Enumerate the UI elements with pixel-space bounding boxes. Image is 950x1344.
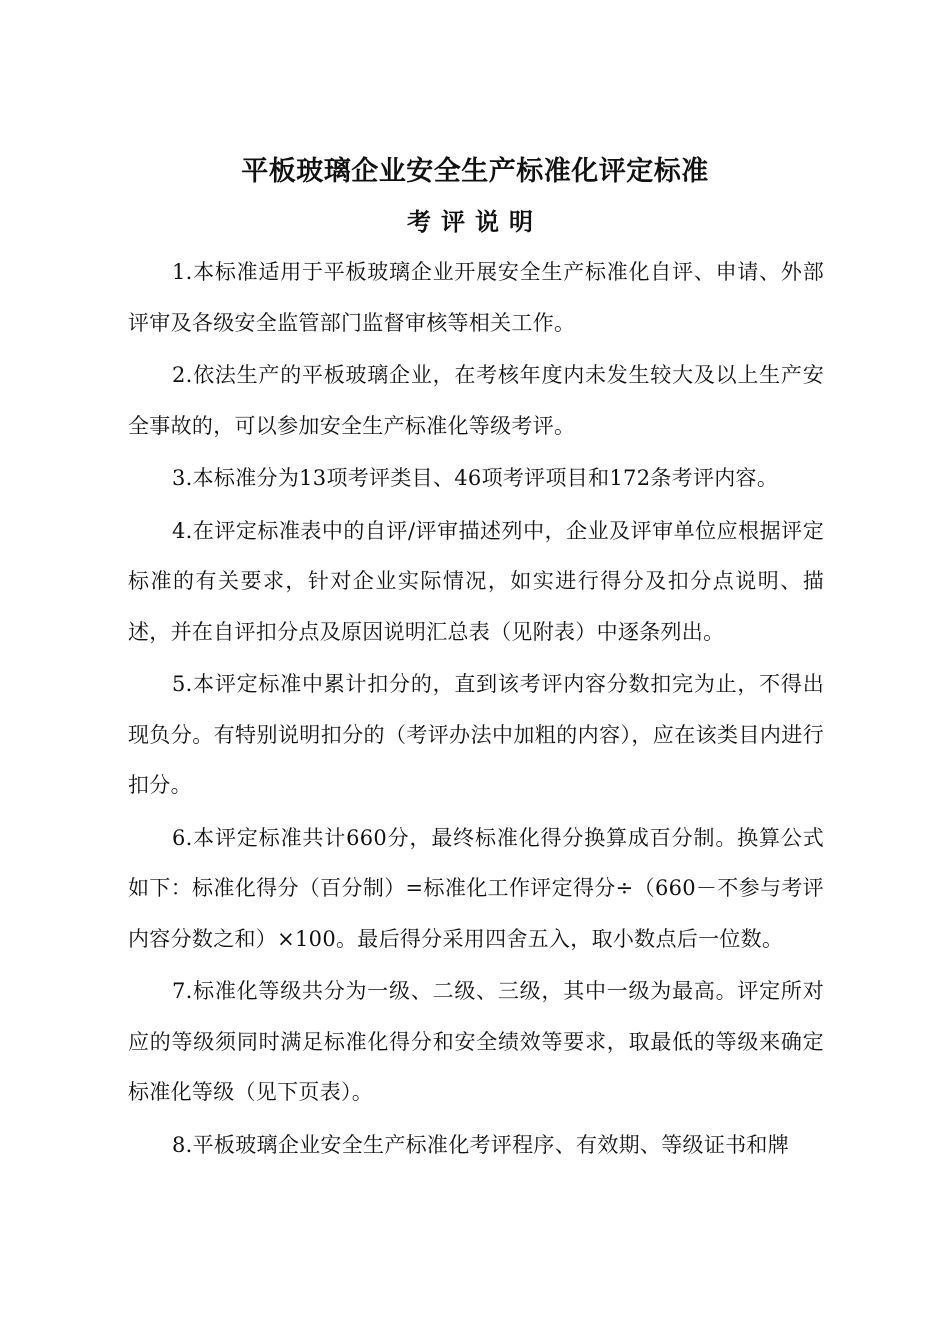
paragraph-3: 3.本标准分为13项考评类目、46项考评项目和172条考评内容。 (172, 466, 779, 490)
paragraph-2: 2.依法生产的平板玻璃企业，在考核年度内未发生较大及以上生产安全事故的，可以参加安全生产标准化等级考评。 (128, 363, 824, 438)
paragraph-6: 6.本评定标准共计660分，最终标准化得分换算成百分制。换算公式如下：标准化得分（百分制）=标准化工作评定得分÷（660－不参与考评内容分数之和）×100。最后得分采用四舍五入，取小数点后一位数。 (128, 825, 824, 951)
document-title: 平板玻璃企业安全生产标准化评定标准 (241, 156, 709, 187)
paragraph-5: 5.本评定标准中累计扣分的，直到该考评内容分数扣完为止，不得出现负分。有特别说明扣分的（考评办法中加粗的内容），应在该类目内进行扣分。 (128, 672, 824, 797)
paragraph-7: 7.标准化等级共分为一级、二级、三级，其中一级为最高。评定所对应的等级须同时满足标准化得分和安全绩效等要求，取最低的等级来确定标准化等级（见下页表）。 (128, 979, 824, 1104)
paragraph-8: 8.平板玻璃企业安全生产标准化考评程序、有效期、等级证书和牌 (172, 1132, 790, 1157)
document-body (128, 247, 824, 1172)
document-subtitle: 考评说明 (407, 208, 543, 236)
paragraph-1: 1.本标准适用于平板玻璃企业开展安全生产标准化自评、申请、外部评审及各级安全监管部门监督审核等相关工作。 (128, 260, 824, 335)
paragraph-4: 4.在评定标准表中的自评/评审描述列中，企业及评审单位应根据评定标准的有关要求，针对企业实际情况，如实进行得分及扣分点说明、描述，并在自评扣分点及原因说明汇总表（见附表）中逐条列出。 (128, 518, 824, 644)
